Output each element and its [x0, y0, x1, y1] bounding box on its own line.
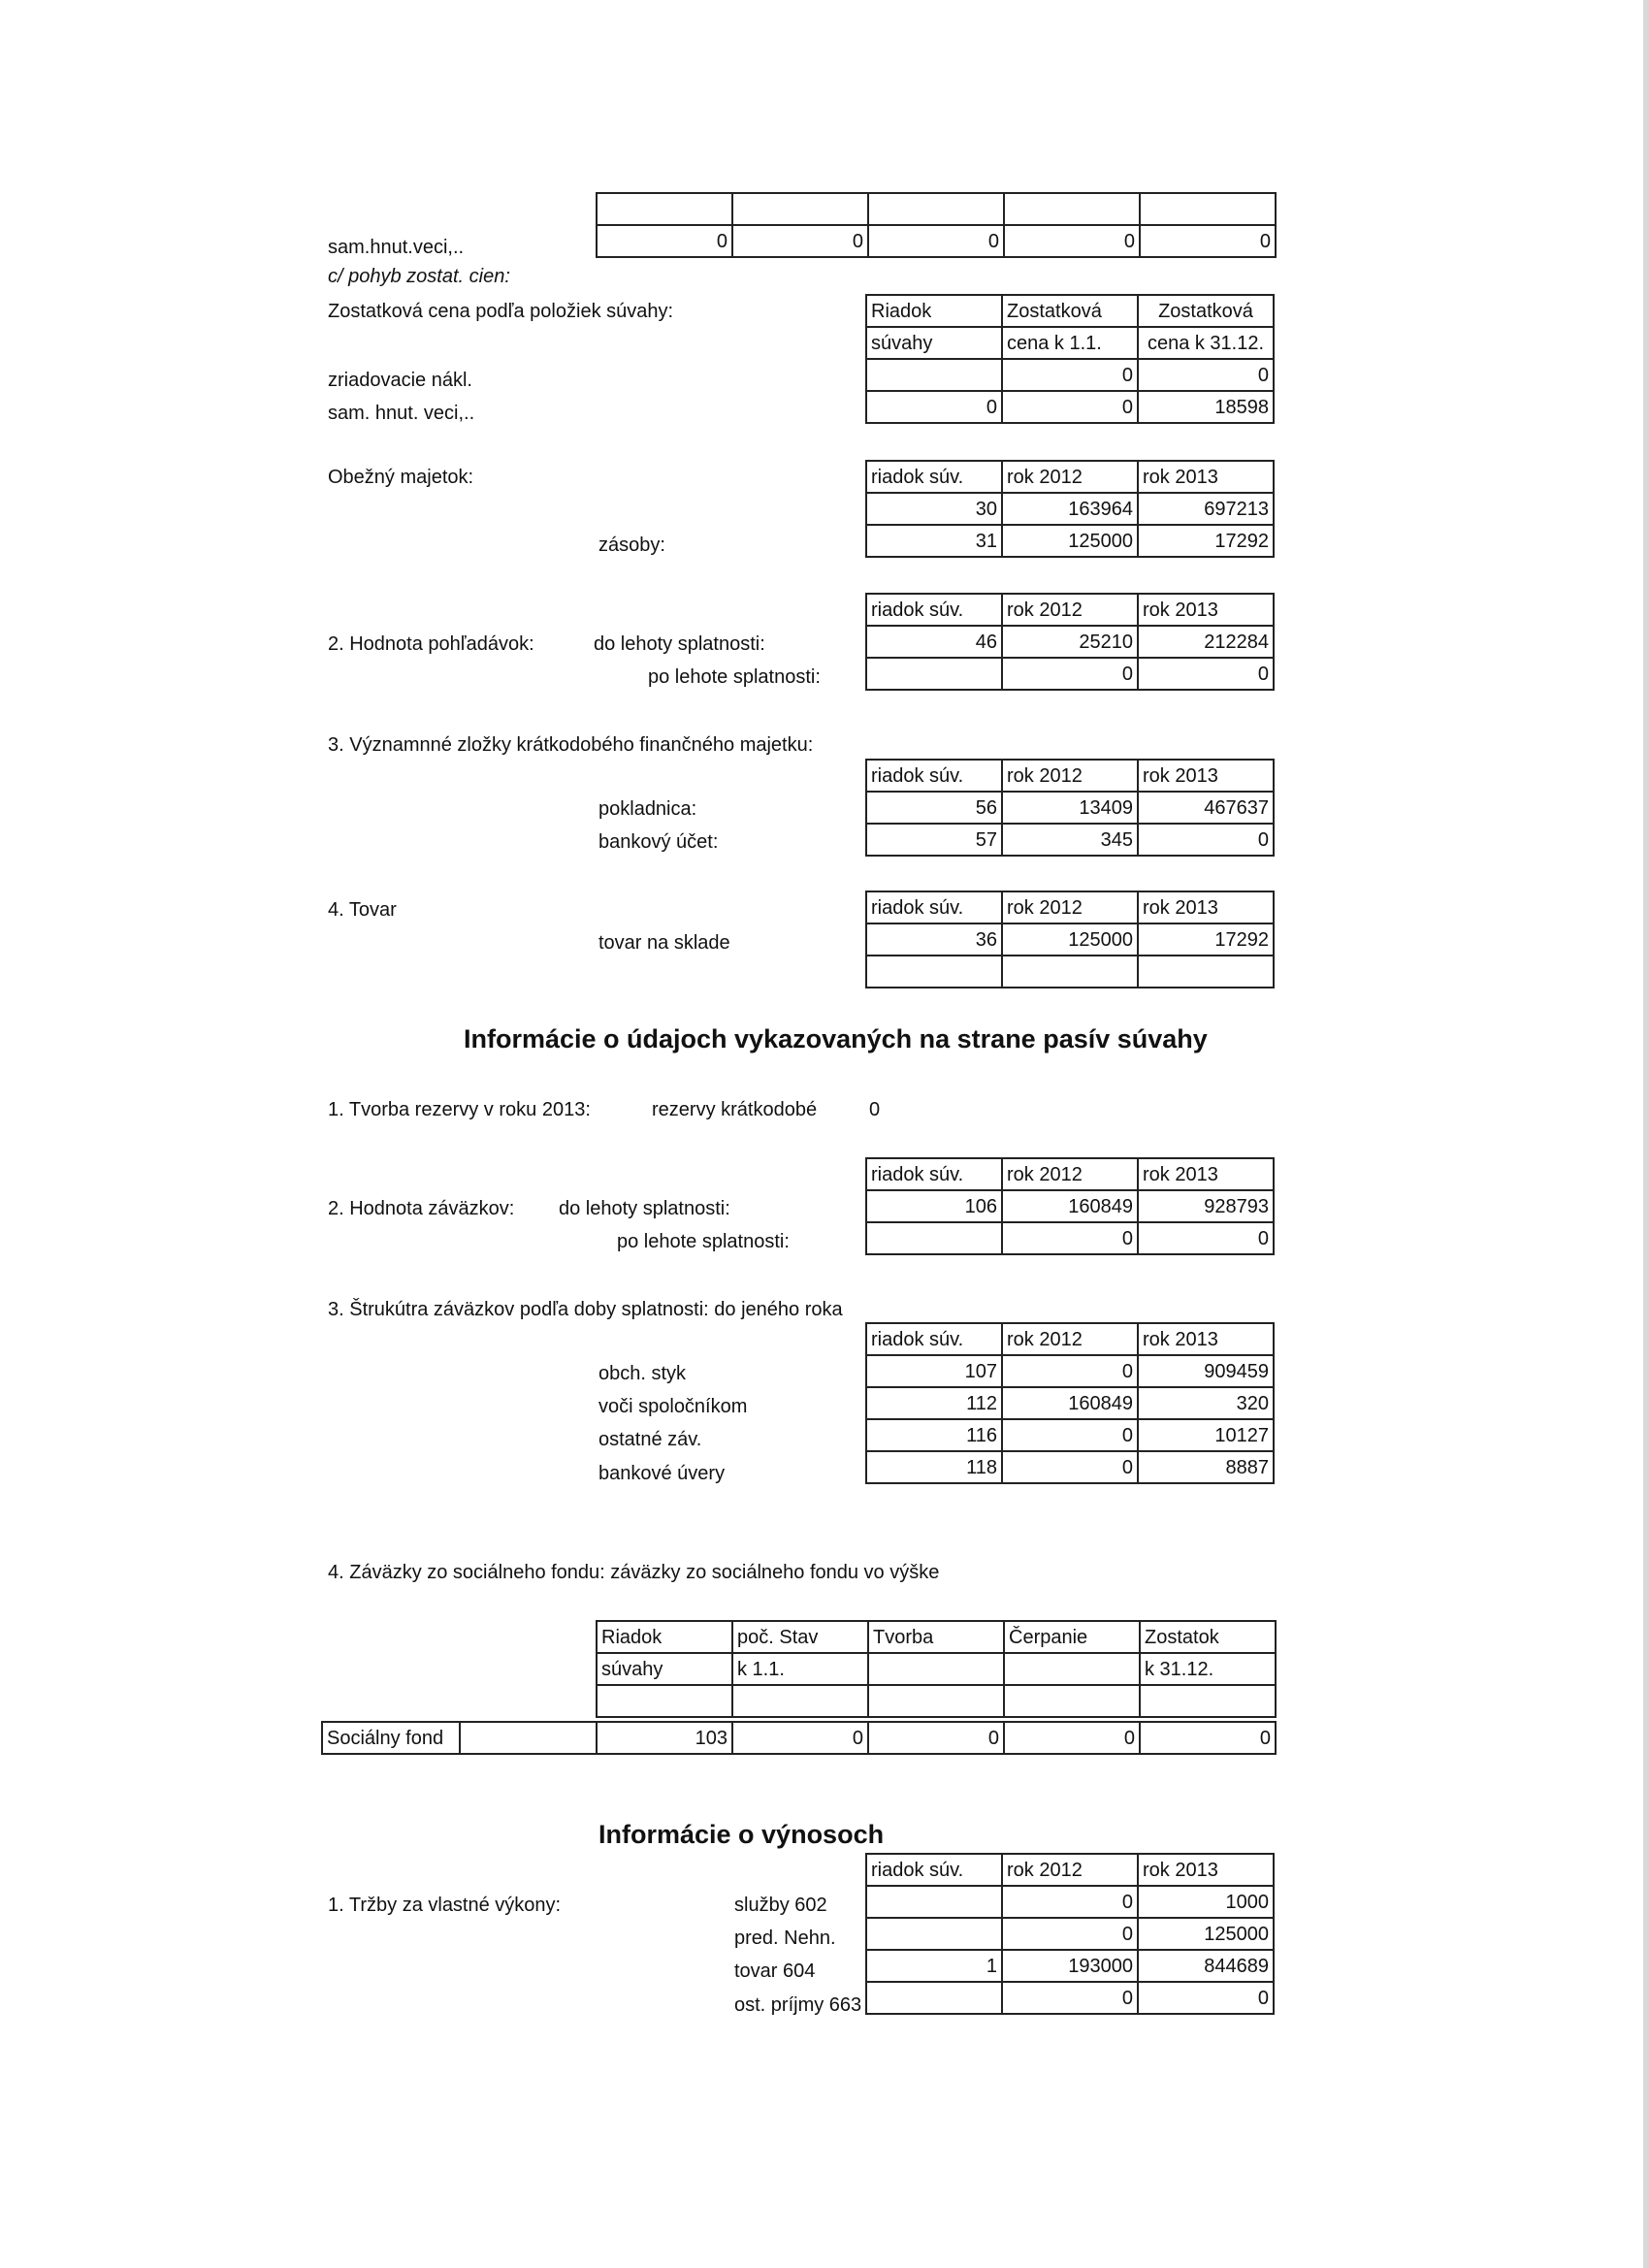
table-cell: riadok súv.: [866, 760, 1002, 792]
row-label: sam. hnut. veci,..: [328, 403, 475, 424]
table-cell: 0: [1138, 658, 1274, 690]
table-cell: [1002, 956, 1138, 988]
table-cell: 118: [866, 1451, 1002, 1483]
table-cell: rok 2013: [1138, 891, 1274, 923]
table-cell: 46: [866, 626, 1002, 658]
table-cell: rok 2012: [1002, 891, 1138, 923]
table-row: [322, 1722, 1276, 1754]
table-row: [866, 1355, 1274, 1387]
section-label: c/ pohyb zostat. cien:: [328, 266, 510, 287]
table-cell: [866, 359, 1002, 391]
row-label: bankové úvery: [598, 1463, 726, 1484]
table-cell: rok 2013: [1138, 461, 1274, 493]
table-cell: 0: [732, 1722, 868, 1754]
table-row: [866, 1419, 1274, 1451]
section-label: Zostatková cena podľa položiek súvahy:: [328, 301, 674, 322]
table-cell: 10127: [1138, 1419, 1274, 1451]
table-cell: 0: [1140, 1722, 1276, 1754]
row-label: sam.hnut.veci,..: [328, 237, 465, 258]
section-label: 4. Tovar: [328, 899, 397, 921]
table-row: [866, 923, 1274, 956]
struktura-table: [865, 1322, 1275, 1484]
table-cell: [460, 1722, 597, 1754]
value-text: 0: [869, 1099, 881, 1120]
table-cell: 160849: [1002, 1190, 1138, 1222]
table-cell: 17292: [1138, 923, 1274, 956]
table-cell: 345: [1002, 824, 1138, 856]
table-cell: 467637: [1138, 792, 1274, 824]
table-cell: [1140, 193, 1276, 225]
zostatkova-table: [865, 294, 1275, 424]
table-cell: 0: [1002, 1982, 1138, 2014]
table-cell: 125000: [1138, 1918, 1274, 1950]
row-label: po lehote splatnosti:: [648, 666, 821, 688]
table-cell: 0: [1138, 359, 1274, 391]
table-cell: 844689: [1138, 1950, 1274, 1982]
table-cell: 25210: [1002, 626, 1138, 658]
row-label: tovar na sklade: [598, 932, 730, 954]
table-cell: k 31.12.: [1140, 1653, 1276, 1685]
table-cell: [868, 193, 1004, 225]
table-cell: k 1.1.: [732, 1653, 868, 1685]
table-cell: [866, 1222, 1002, 1254]
table-cell: 31: [866, 525, 1002, 557]
table-cell: 56: [866, 792, 1002, 824]
table-cell: 0: [1002, 1222, 1138, 1254]
top-table: [596, 192, 1277, 258]
row-label: do lehoty splatnosti:: [559, 1198, 730, 1219]
table-cell: [866, 1982, 1002, 2014]
table-cell: [1140, 1685, 1276, 1717]
table-cell: 0: [1002, 1451, 1138, 1483]
table-cell: 0: [597, 225, 732, 257]
table-row: [866, 1451, 1274, 1483]
table-row: [866, 658, 1274, 690]
table-cell: súvahy: [597, 1653, 732, 1685]
row-label: voči spoločníkom: [598, 1396, 748, 1417]
table-cell: 13409: [1002, 792, 1138, 824]
table-cell: 57: [866, 824, 1002, 856]
row-label: do lehoty splatnosti:: [594, 633, 765, 655]
socialny-fond-table: [596, 1620, 1277, 1718]
table-cell: 0: [1002, 1419, 1138, 1451]
table-cell: 0: [1004, 1722, 1140, 1754]
table-cell: 1: [866, 1950, 1002, 1982]
section-label: 2. Hodnota pohľadávok:: [328, 633, 534, 655]
table-cell: 0: [1002, 359, 1138, 391]
table-cell: [866, 956, 1002, 988]
table-cell: 0: [1002, 1918, 1138, 1950]
table-cell: rok 2013: [1138, 1854, 1274, 1886]
table-cell: 0: [732, 225, 868, 257]
table-cell: cena k 31.12.: [1138, 327, 1274, 359]
table-cell: [597, 193, 732, 225]
row-label: ost. príjmy 663: [734, 1994, 862, 2016]
table-cell: 0: [868, 225, 1004, 257]
table-row: [866, 1918, 1274, 1950]
table-cell: riadok súv.: [866, 1158, 1002, 1190]
table-row: [866, 391, 1274, 423]
section-label: 2. Hodnota záväzkov:: [328, 1198, 515, 1219]
table-cell: rok 2013: [1138, 760, 1274, 792]
table-cell: Sociálny fond: [322, 1722, 460, 1754]
table-cell: [1004, 1653, 1140, 1685]
table-cell: [866, 1918, 1002, 1950]
table-cell: rok 2012: [1002, 1854, 1138, 1886]
table-cell: 17292: [1138, 525, 1274, 557]
table-cell: 928793: [1138, 1190, 1274, 1222]
row-label: pokladnica:: [598, 798, 697, 820]
table-cell: 0: [1138, 824, 1274, 856]
table-cell: Čerpanie: [1004, 1621, 1140, 1653]
table-row: [866, 1982, 1274, 2014]
table-cell: Riadok: [597, 1621, 732, 1653]
table-row: [866, 956, 1274, 988]
table-cell: 160849: [1002, 1387, 1138, 1419]
table-cell: rok 2013: [1138, 1323, 1274, 1355]
table-row: [866, 1886, 1274, 1918]
row-label: rezervy krátkodobé: [652, 1099, 818, 1120]
section-label: Obežný majetok:: [328, 467, 474, 488]
row-label: pred. Nehn.: [734, 1928, 836, 1949]
table-cell: riadok súv.: [866, 1323, 1002, 1355]
table-cell: 0: [1002, 658, 1138, 690]
table-cell: 106: [866, 1190, 1002, 1222]
section-heading: Informácie o výnosoch: [598, 1820, 885, 1849]
table-cell: 0: [1140, 225, 1276, 257]
page-edge-shadow: [1643, 0, 1649, 2268]
table-cell: 107: [866, 1355, 1002, 1387]
table-cell: cena k 1.1.: [1002, 327, 1138, 359]
table-cell: 697213: [1138, 493, 1274, 525]
pohladavky-table: [865, 593, 1275, 691]
table-cell: riadok súv.: [866, 594, 1002, 626]
table-cell: 30: [866, 493, 1002, 525]
row-label: bankový účet:: [598, 831, 719, 853]
financny-table: [865, 759, 1275, 857]
table-cell: poč. Stav: [732, 1621, 868, 1653]
table-cell: súvahy: [866, 327, 1002, 359]
tovar-table: [865, 891, 1275, 988]
section-label: 1. Tržby za vlastné výkony:: [328, 1895, 562, 1916]
row-label: zriadovacie nákl.: [328, 370, 472, 391]
table-cell: rok 2012: [1002, 594, 1138, 626]
table-cell: 0: [868, 1722, 1004, 1754]
table-cell: rok 2012: [1002, 1323, 1138, 1355]
table-cell: 125000: [1002, 923, 1138, 956]
table-cell: [1004, 193, 1140, 225]
table-cell: 103: [597, 1722, 732, 1754]
table-row: [866, 1950, 1274, 1982]
row-label: tovar 604: [734, 1960, 816, 1982]
section-label: 3. Štrukútra záväzkov podľa doby splatnosti: do jeného roka: [328, 1299, 843, 1320]
table-cell: 193000: [1002, 1950, 1138, 1982]
zavazky-table: [865, 1157, 1275, 1255]
row-label: po lehote splatnosti:: [617, 1231, 790, 1252]
table-cell: 116: [866, 1419, 1002, 1451]
table-cell: [868, 1653, 1004, 1685]
table-row: [866, 824, 1274, 856]
table-row: [866, 359, 1274, 391]
table-cell: [1004, 1685, 1140, 1717]
table-cell: rok 2012: [1002, 760, 1138, 792]
section-label: 1. Tvorba rezervy v roku 2013:: [328, 1099, 591, 1120]
table-cell: 8887: [1138, 1451, 1274, 1483]
table-cell: 1000: [1138, 1886, 1274, 1918]
row-label: služby 602: [734, 1895, 827, 1916]
table-cell: 163964: [1002, 493, 1138, 525]
table-cell: 0: [1138, 1982, 1274, 2014]
table-cell: 18598: [1138, 391, 1274, 423]
table-cell: Zostatková: [1138, 295, 1274, 327]
table-row: [866, 493, 1274, 525]
table-cell: riadok súv.: [866, 461, 1002, 493]
table-row: [866, 792, 1274, 824]
row-label: obch. styk: [598, 1363, 687, 1384]
table-cell: rok 2013: [1138, 594, 1274, 626]
table-cell: 0: [1002, 1886, 1138, 1918]
table-row: [866, 1222, 1274, 1254]
table-cell: 0: [1002, 1355, 1138, 1387]
table-row: [866, 626, 1274, 658]
socialny-fond-row: [321, 1721, 1277, 1755]
table-cell: riadok súv.: [866, 891, 1002, 923]
table-cell: Tvorba: [868, 1621, 1004, 1653]
section-label: 4. Záväzky zo sociálneho fondu: záväzky zo sociálneho fondu vo výške: [328, 1562, 940, 1583]
table-row: [866, 525, 1274, 557]
table-cell: 0: [1138, 1222, 1274, 1254]
row-label: zásoby:: [598, 535, 665, 556]
table-row: [597, 225, 1276, 257]
row-label: ostatné záv.: [598, 1429, 702, 1450]
table-cell: [732, 193, 868, 225]
table-cell: 0: [866, 391, 1002, 423]
table-cell: 36: [866, 923, 1002, 956]
table-cell: riadok súv.: [866, 1854, 1002, 1886]
obezny-table: [865, 460, 1275, 558]
table-cell: 909459: [1138, 1355, 1274, 1387]
table-cell: [732, 1685, 868, 1717]
table-cell: 320: [1138, 1387, 1274, 1419]
table-cell: rok 2012: [1002, 461, 1138, 493]
table-cell: Riadok: [866, 295, 1002, 327]
table-cell: 0: [1004, 225, 1140, 257]
table-cell: [866, 658, 1002, 690]
section-heading: Informácie o údajoch vykazovaných na strane pasív súvahy: [464, 1024, 1208, 1053]
table-cell: rok 2013: [1138, 1158, 1274, 1190]
table-row: [866, 1190, 1274, 1222]
table-row: [866, 1387, 1274, 1419]
section-label: 3. Významnné zložky krátkodobého finančného majetku:: [328, 734, 814, 756]
table-cell: [866, 1886, 1002, 1918]
table-cell: [868, 1685, 1004, 1717]
table-cell: [1138, 956, 1274, 988]
table-cell: 112: [866, 1387, 1002, 1419]
vynosy-table: [865, 1853, 1275, 2015]
table-cell: 125000: [1002, 525, 1138, 557]
table-cell: Zostatková: [1002, 295, 1138, 327]
table-cell: Zostatok: [1140, 1621, 1276, 1653]
table-cell: 212284: [1138, 626, 1274, 658]
table-cell: [597, 1685, 732, 1717]
table-cell: rok 2012: [1002, 1158, 1138, 1190]
table-cell: 0: [1002, 391, 1138, 423]
